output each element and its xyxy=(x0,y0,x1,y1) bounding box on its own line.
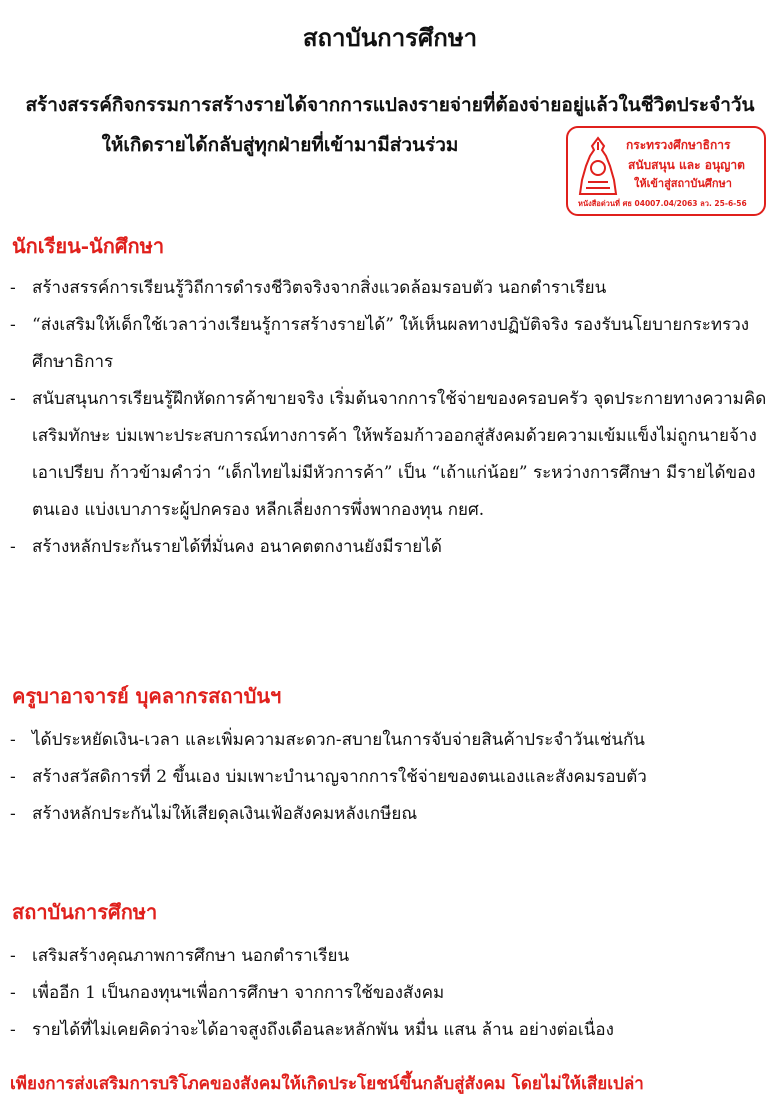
teachers-bullet-list xyxy=(10,722,770,833)
list-item: - สร้างหลักประกันรายได้ที่มั่นคง อนาคตตกงานยังมีรายได้ xyxy=(10,537,442,557)
stamp-letter-reference: หนังสือด่วนที่ ศธ 04007.04/2063 ลว. 25-6-56 xyxy=(578,199,747,208)
list-item: - เพื่ออีก 1 เป็นกองทุนฯเพื่อการศึกษา จากการใช้ของสังคม xyxy=(10,983,445,1003)
page-title: สถาบันการศึกษา xyxy=(302,23,478,52)
stamp-access-text: ให้เข้าสู่สถาบันศึกษา xyxy=(634,177,732,190)
section-heading-institutions: สถาบันการศึกษา xyxy=(12,900,158,924)
closing-statement: เพียงการส่งเสริมการบริโภคของสังคมให้เกิดประโยชน์ขึ้นกลับสู่สังคม โดยไม่ให้เสียเปล่า xyxy=(10,1074,644,1094)
stamp-ministry-name: กระทรวงศึกษาธิการ xyxy=(626,138,731,152)
section-heading-students: นักเรียน-นักศึกษา xyxy=(12,234,165,258)
students-bullet-list xyxy=(10,270,770,566)
list-item: - เสริมสร้างคุณภาพการศึกษา นอกตำราเรียน xyxy=(10,946,350,966)
list-item: - สร้างสรรค์การเรียนรู้วิถีการดำรงชีวิตจริงจากสิ่งแวดล้อมรอบตัว นอกตำราเรียน xyxy=(10,278,607,298)
institutions-bullet-list xyxy=(10,938,770,1049)
subtitle-line-1: สร้างสรรค์กิจกรรมการสร้างรายได้จากการแปลงรายจ่ายที่ต้องจ่ายอยู่แล้วในชีวิตประจำวัน xyxy=(25,94,755,116)
ministry-emblem-icon xyxy=(576,136,620,198)
list-item: - สร้างสวัสดิการที่ 2 ขึ้นเอง บ่มเพาะบำนาญจากการใช้จ่ายของตนเองและสังคมรอบตัว xyxy=(10,767,647,787)
subtitle-line-2: ให้เกิดรายได้กลับสู่ทุกฝ่ายที่เข้ามามีส่วนร่วม xyxy=(101,134,459,156)
stamp-approval-text: สนับสนุน และ อนุญาต xyxy=(628,158,745,172)
ministry-approval-stamp xyxy=(566,126,766,216)
list-item: - ได้ประหยัดเงิน-เวลา และเพิ่มความสะดวก-สบายในการจับจ่ายสินค้าประจำวันเช่นกัน xyxy=(10,730,645,750)
section-heading-teachers: ครูบาอาจารย์ บุคลากรสถาบันฯ xyxy=(12,684,282,708)
list-item: - “ส่งเสริมให้เด็กใช้เวลาว่างเรียนรู้การสร้างรายได้” ให้เห็นผลทางปฏิบัติจริง รองรับนโยบายกระทรวงศึกษาธิการ xyxy=(10,315,750,372)
list-item: - สร้างหลักประกันไม่ให้เสียดุลเงินเฟ้อสังคมหลังเกษียณ xyxy=(10,804,418,824)
list-item: - สนับสนุนการเรียนรู้ฝึกหัดการค้าขายจริง เริ่มต้นจากการใช้จ่ายของครอบครัว จุดประกายทางความคิด เสริมทักษะ บ่มเพาะประสบการณ์ทางการค้า ให้พร้อมก้าวออกสู่สังคมด้วยความเข้มแข็งไม่ถูกนายจ้างเอาเปรียบ ก้าวข้ามคำว่า “เด็กไทยไม่มีหัวการค้า” เป็น “เถ้าแก่น้อย” ระหว่างการศึกษา มีรายได้ของตนเอง แบ่งเบาภาระผู้ปกครอง หลีกเลี่ยงการพึ่งพากองทุน กยศ. xyxy=(10,389,767,520)
list-item: - รายได้ที่ไม่เคยคิดว่าจะได้อาจสูงถึงเดือนละหลักพัน หมื่น แสน ล้าน อย่างต่อเนื่อง xyxy=(10,1020,614,1040)
